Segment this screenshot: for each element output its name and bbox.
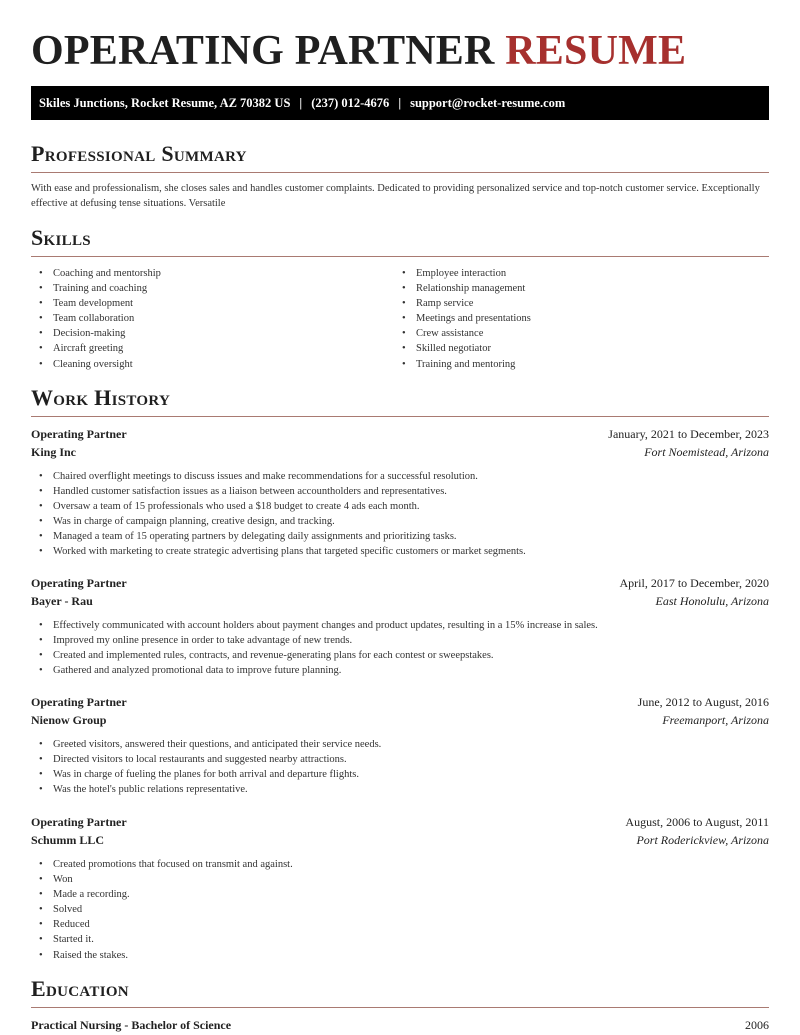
skill-item: • Decision-making [31,326,391,341]
job-bullet: • Managed a team of 15 operating partners by delegating daily assignments and prioritizing tasks. [31,529,769,544]
job-bullet: • Was the hotel's public relations representative. [31,782,769,797]
job-location: Port Roderickview, Arizona [636,833,769,847]
contact-phone: (237) 012-4676 [311,95,390,110]
skill-item: • Relationship management [394,281,754,296]
job-title: Operating Partner [31,427,127,441]
skills-list-right [394,266,754,372]
job-bullets [31,737,769,797]
job-bullet: • Created and implemented rules, contracts, and revenue-generating plans for each contest or sweepstakes. [31,648,769,663]
section-divider [31,1007,769,1008]
job-bullet: • Improved my online presence in order to take advantage of new trends. [31,633,769,648]
contact-separator: | [299,95,303,110]
contact-bar [31,86,769,120]
job-bullet: • Gathered and analyzed promotional data to improve future planning. [31,663,769,678]
job-bullet: • Directed visitors to local restaurants and suggested nearby attractions. [31,752,769,767]
job-bullet: • Solved [31,902,769,917]
job-bullet: • Created promotions that focused on transmit and against. [31,857,769,872]
skill-item: • Coaching and mentorship [31,266,391,281]
skills-list-left [31,266,391,372]
skill-item: • Team collaboration [31,311,391,326]
job-bullet: • Was in charge of fueling the planes for both arrival and departure flights. [31,767,769,782]
job-bullet: • Oversaw a team of 15 professionals who used a $18 budget to create 4 ads each month. [31,499,769,514]
job-company: Nienow Group [31,713,107,727]
job-bullet: • Handled customer satisfaction issues as a liaison between accountholders and representatives. [31,484,769,499]
job-bullet: • Reduced [31,917,769,932]
job-title: Operating Partner [31,695,127,709]
skill-item: • Training and coaching [31,281,391,296]
job-company: King Inc [31,445,77,459]
job-bullet: • Chaired overflight meetings to discuss issues and make recommendations for a successful resolution. [31,469,769,484]
job-location: Fort Noemistead, Arizona [644,445,769,459]
skill-item: • Training and mentoring [394,357,754,372]
job-bullet: • Effectively communicated with account holders about payment changes and product updates, resulting in a 15% increase in sales. [31,618,769,633]
summary-text: With ease and professionalism, she closes sales and handles customer complaints. Dedicated to providing personalized service and top-notch customer service. Exceptionally effective at defusing tense situations. Versatile [31,183,760,209]
job-dates: August, 2006 to August, 2011 [625,815,769,829]
education-degree: Practical Nursing - Bachelor of Science [31,1018,232,1032]
section-divider [31,416,769,417]
job-title: Operating Partner [31,576,127,590]
contact-address: Skiles Junctions, Rocket Resume, AZ 70382 US [39,95,291,110]
job-bullets [31,469,769,560]
skill-item: • Team development [31,296,391,311]
skill-item: • Aircraft greeting [31,341,391,356]
job-title: Operating Partner [31,815,127,829]
job-bullet: • Worked with marketing to create strategic advertising plans that targeted specific customers or market segments. [31,544,769,559]
skill-item: • Cleaning oversight [31,357,391,372]
education-year: 2006 [745,1018,769,1032]
job-company: Bayer - Rau [31,594,93,608]
skill-item: • Meetings and presentations [394,311,754,326]
summary-heading: Professional Summary [31,141,247,166]
job-bullets [31,618,769,678]
job-dates: June, 2012 to August, 2016 [637,695,769,709]
job-dates: January, 2021 to December, 2023 [608,427,769,441]
skills-heading: Skills [31,225,91,250]
work-history-heading: Work History [31,385,171,410]
title-main: OPERATING PARTNER [31,28,495,74]
job-company: Schumm LLC [31,833,105,847]
job-location: Freemanport, Arizona [662,713,769,727]
skill-item: • Crew assistance [394,326,754,341]
education-heading: Education [31,976,129,1001]
job-location: East Honolulu, Arizona [655,594,769,608]
skill-item: • Employee interaction [394,266,754,281]
section-divider [31,172,769,173]
section-divider [31,256,769,257]
skill-item: • Skilled negotiator [394,341,754,356]
contact-separator: | [398,95,402,110]
job-bullet: • Was in charge of campaign planning, creative design, and tracking. [31,514,769,529]
job-bullet: • Raised the stakes. [31,948,769,963]
job-bullet: • Started it. [31,932,769,947]
job-bullet: • Won [31,872,769,887]
job-dates: April, 2017 to December, 2020 [619,576,769,590]
job-bullet: • Made a recording. [31,887,769,902]
contact-email: support@rocket-resume.com [410,95,566,110]
job-bullet: • Greeted visitors, answered their questions, and anticipated their service needs. [31,737,769,752]
job-bullets [31,857,769,963]
resume-title [31,26,686,76]
title-accent: RESUME [505,28,687,74]
skill-item: • Ramp service [394,296,754,311]
